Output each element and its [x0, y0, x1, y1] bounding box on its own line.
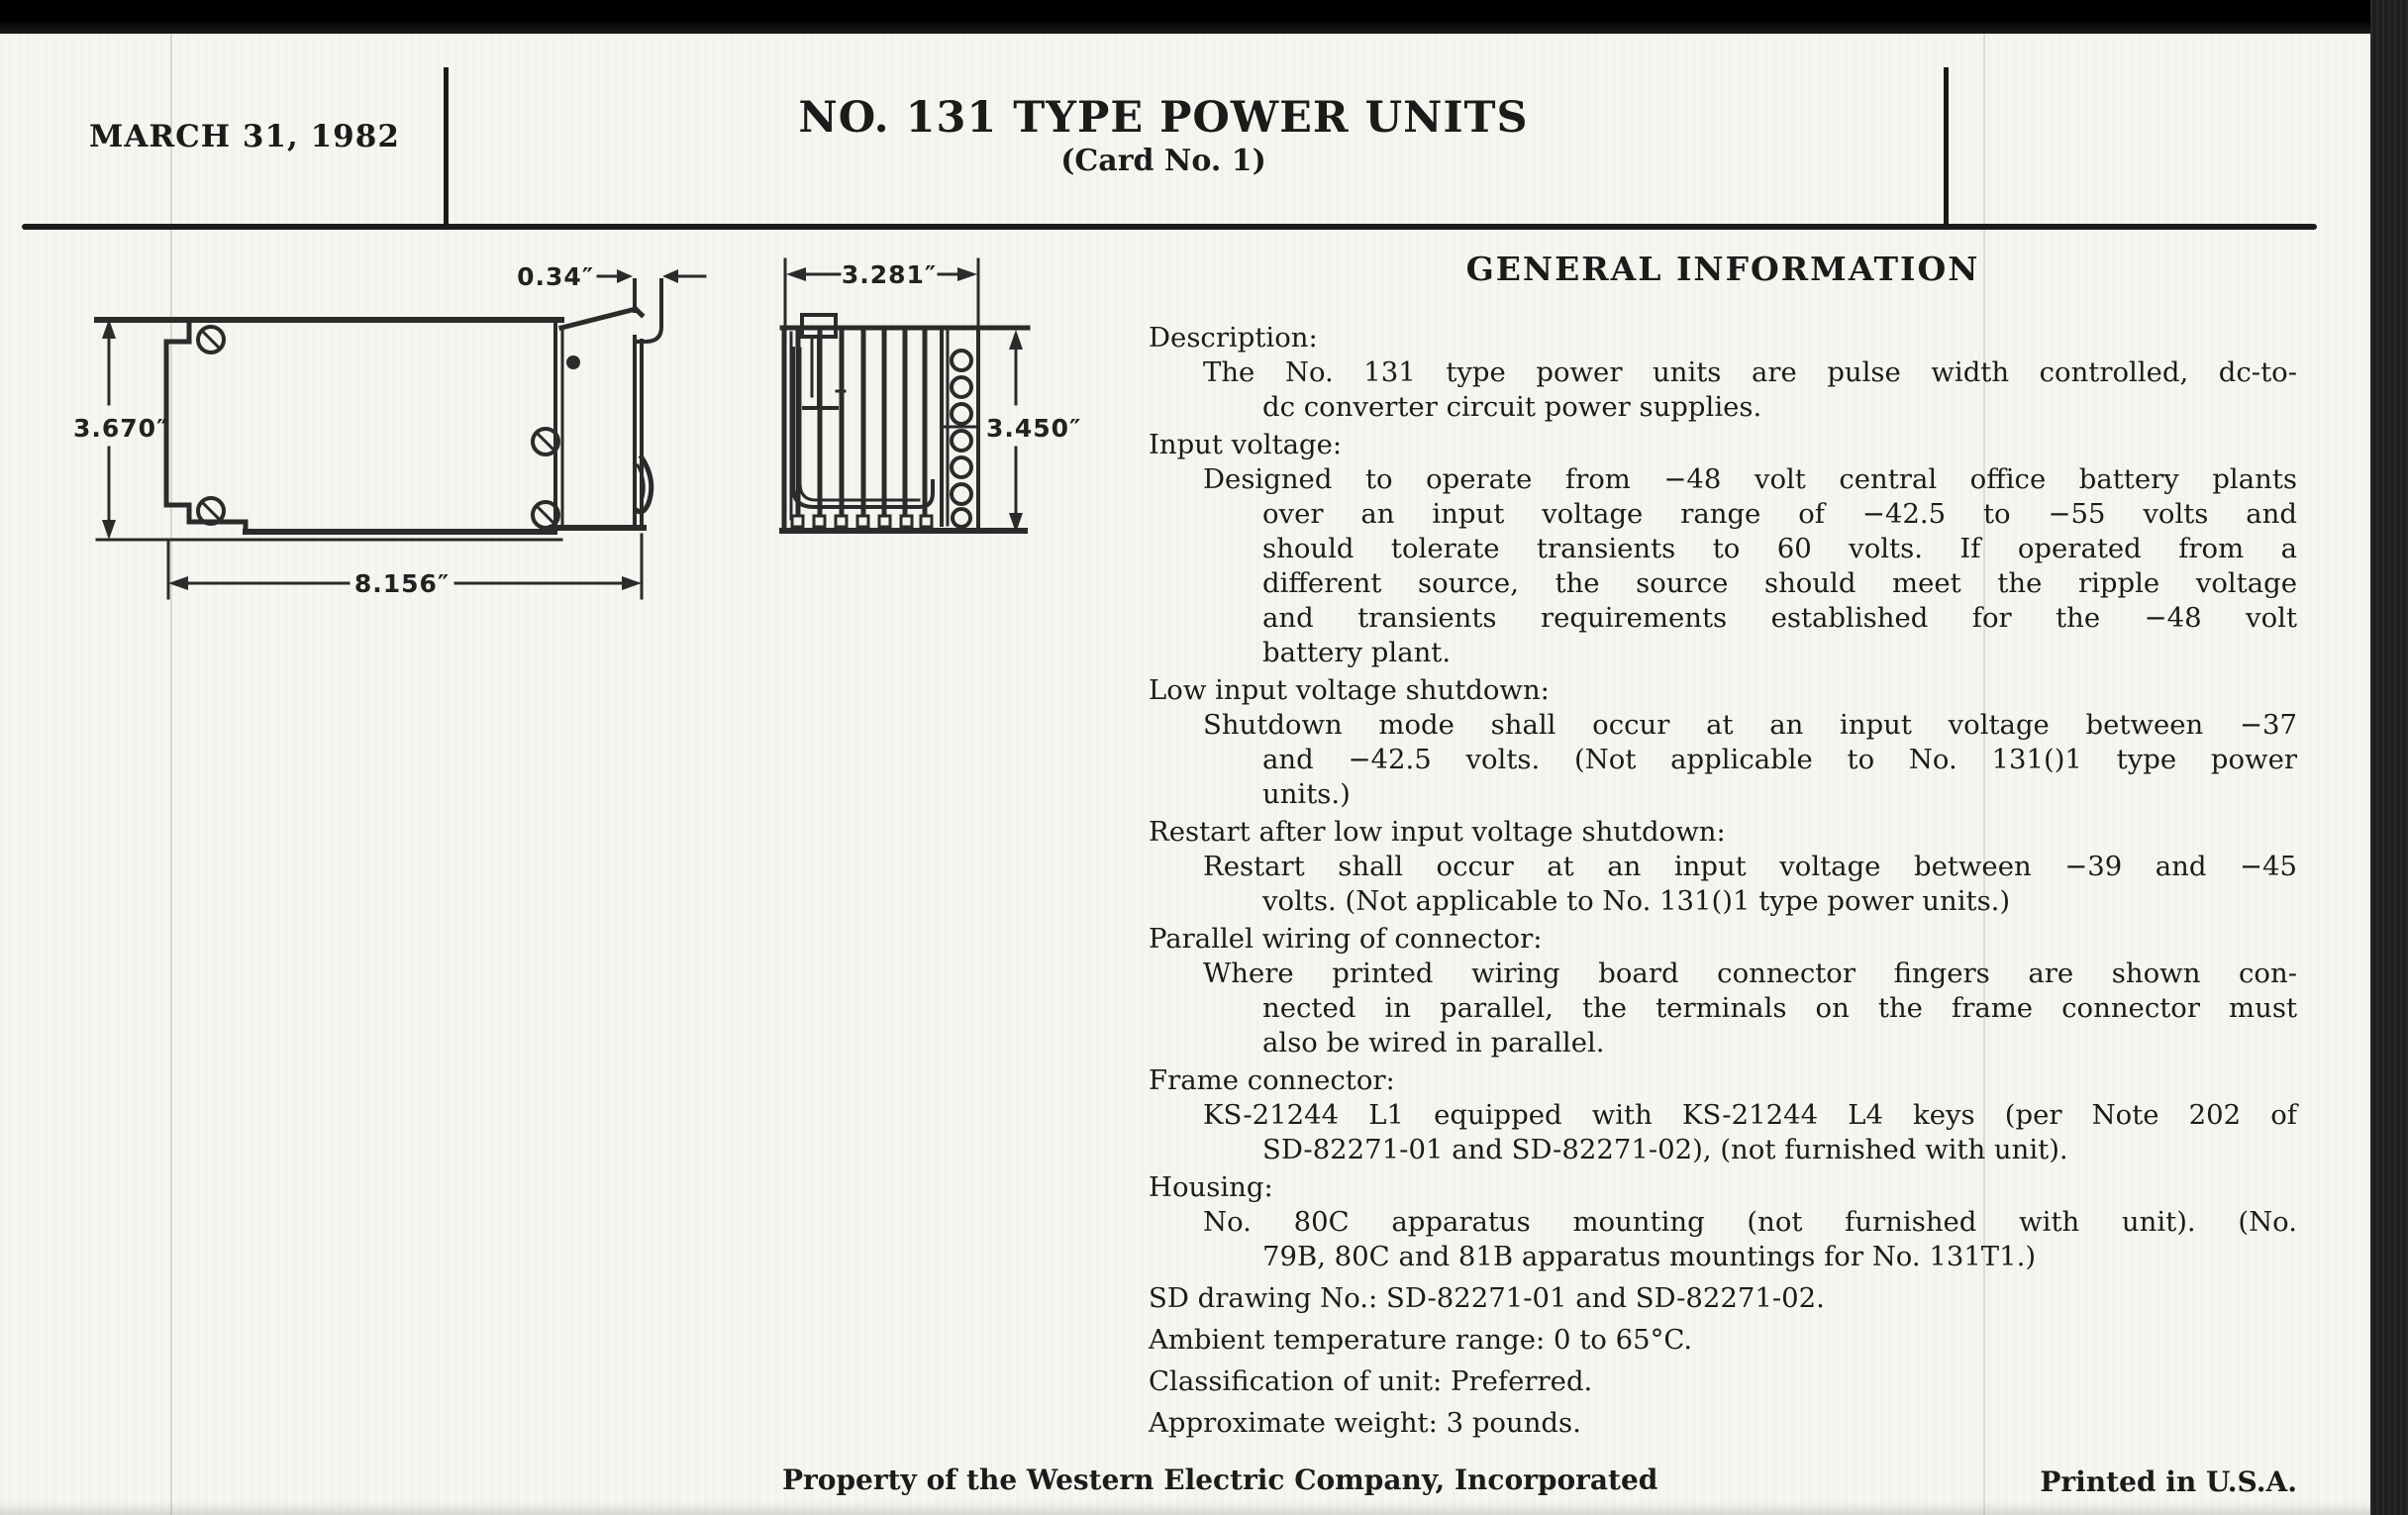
pin-dot — [566, 355, 580, 369]
info-line: should tolerate transients to 60 volts. If operated from a — [1262, 533, 2297, 564]
document-date: MARCH 31, 1982 — [89, 119, 400, 154]
dim-label-front-width: 3.281″ — [841, 260, 938, 289]
info-line: Designed to operate from −48 volt central office battery plants — [1203, 463, 2297, 495]
info-heading: Description: — [1149, 322, 1318, 354]
front-view-drawing — [782, 259, 1028, 533]
info-line: battery plant. — [1262, 637, 1452, 668]
info-line: SD drawing No.: SD-82271-01 and SD-82271-02. — [1149, 1282, 1825, 1314]
page-subtitle: (Card No. 1) — [1060, 144, 1266, 178]
dim-side-lip — [598, 269, 705, 283]
dim-label-side-height: 3.670″ — [73, 414, 169, 443]
screw-icon — [198, 327, 558, 528]
info-heading: Restart after low input voltage shutdown: — [1149, 816, 1726, 848]
connector-strip — [942, 332, 978, 527]
dim-label-side-width: 8.156″ — [353, 569, 451, 598]
info-line: over an input voltage range of −42.5 to −55 volts and — [1262, 498, 2297, 530]
info-line: also be wired in parallel. — [1262, 1027, 1605, 1059]
info-line: Shutdown mode shall occur at an input voltage between −37 — [1203, 709, 2297, 741]
info-heading: Frame connector: — [1149, 1064, 1395, 1096]
info-line: KS-21244 L1 equipped with KS-21244 L4 keys (per Note 202 of — [1203, 1099, 2297, 1131]
info-line: Where printed wiring board connector fingers are shown con- — [1203, 958, 2297, 989]
info-heading: Housing: — [1149, 1171, 1273, 1203]
footer-property-notice: Property of the Western Electric Company, Incorporated — [782, 1464, 1658, 1496]
info-line: The No. 131 type power units are pulse width controlled, dc-to- — [1203, 356, 2297, 388]
info-line: 79B, 80C and 81B apparatus mountings for No. 131T1.) — [1262, 1241, 2037, 1272]
info-line: and transients requirements established for the −48 volt — [1262, 602, 2297, 634]
info-line: and −42.5 volts. (Not applicable to No. 131()1 type power — [1262, 744, 2297, 775]
dim-label-front-height: 3.450″ — [986, 414, 1082, 443]
info-line: different source, the source should meet the ripple voltage — [1262, 567, 2297, 599]
info-heading: Low input voltage shutdown: — [1149, 674, 1550, 706]
info-line: Ambient temperature range: 0 to 65°C. — [1149, 1324, 1693, 1356]
info-line: units.) — [1262, 778, 1351, 810]
info-line: nected in parallel, the terminals on the frame connector must — [1262, 992, 2297, 1024]
page-title: NO. 131 TYPE POWER UNITS — [798, 93, 1529, 143]
general-info-column — [1149, 321, 2297, 1441]
side-view-drawing — [97, 269, 705, 598]
info-line: No. 80C apparatus mounting (not furnished with unit). (No. — [1203, 1206, 2297, 1238]
section-heading: GENERAL INFORMATION — [1465, 250, 1980, 288]
info-line: Restart shall occur at an input voltage between −39 and −45 — [1203, 851, 2297, 882]
info-line: Classification of unit: Preferred. — [1149, 1365, 1593, 1397]
info-heading: Input voltage: — [1149, 429, 1343, 460]
info-heading: Parallel wiring of connector: — [1149, 923, 1543, 955]
info-line: dc converter circuit power supplies. — [1262, 391, 1762, 423]
dim-label-side-lip: 0.34″ — [517, 262, 594, 291]
info-line: Approximate weight: 3 pounds. — [1149, 1407, 1581, 1439]
info-line: SD-82271-01 and SD-82271-02), (not furnished with unit). — [1262, 1134, 2068, 1165]
footer-printed-notice: Printed in U.S.A. — [2040, 1465, 2297, 1498]
info-line: volts. (Not applicable to No. 131()1 type power units.) — [1262, 885, 2011, 917]
